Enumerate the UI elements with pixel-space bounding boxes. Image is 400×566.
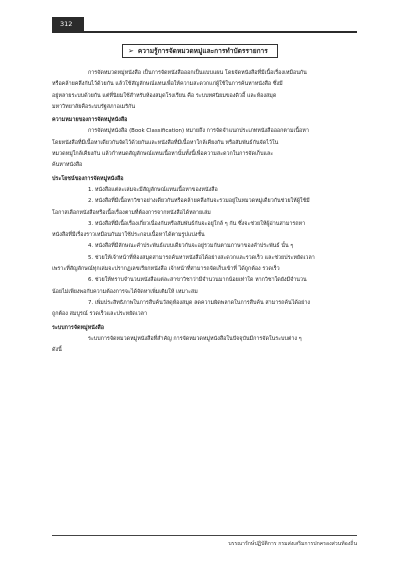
benefit-item-continued: หนังสือที่มีเรื่องราวเหมือนกันมาใช้ประกอบเนื้อหาได้ตามรูปแบ่งชั้น	[52, 232, 205, 239]
systems-line: ดังนี้	[52, 347, 62, 354]
benefit-item: 4. หนังสือที่มีลักษณะคำประพันธ์แบบเดียวกันจะอยู่รวมกันตามภาษาของคำประพันธ์ นั้น ๆ	[88, 243, 294, 250]
systems-heading: ระบบการจัดหมู่หนังสือ	[52, 324, 104, 331]
meaning-line: โดยหนังสือที่มีเนื้อหาเดียวกันจัดไว้ด้วยกันและหนังสือที่มีเนื้อหาใกล้เคียงกัน หรือสัมพันธ์กันจัดไว้ใน	[52, 139, 279, 146]
systems-line: ระบบการจัดหมวดหมู่หนังสือที่สำคัญ การจัดหมวดหมู่หนังสือในปัจจุบันมีการจัดในระบบต่าง ๆ	[88, 335, 302, 342]
header-rule	[52, 31, 357, 33]
benefit-item: 6. ช่วยให้ทราบจำนวนหนังสือแต่ละสาขาวิชาว่ามีจำนวนมากน้อยเท่าใด หากวิชาใดยังมีจำนวน	[88, 277, 307, 284]
benefits-heading: ประโยชน์ของการจัดหมู่หนังสือ	[52, 175, 124, 182]
benefit-item: 2. หนังสือที่มีเนื้อหาวิชาอย่างเดียวกันหรือคล้ายคลึงกันจะรวมอยู่ในหมวดหมู่เดียวกันช่วยให้ผู้ใช้มี	[88, 198, 310, 205]
meaning-line: ค้นหาหนังสือ	[52, 162, 83, 169]
footer-text: บรรณารักษ์ปฏิบัติการ กรมส่งเสริมการปกครองส่วนท้องถิ่น	[228, 541, 357, 547]
benefit-item: 1. หนังสือแต่ละเล่มจะมีสัญลักษณ์แทนเนื้อหาของหนังสือ	[88, 186, 218, 193]
page-number: 312	[52, 17, 84, 31]
benefit-item-continued: โอกาสเลือกหนังสือหรือเนื้อเรื่องตามที่ต้องการจากหนังสือได้หลายเล่ม	[52, 209, 211, 216]
benefit-item: 7. เพิ่มประสิทธิภาพในการสืบค้นวัสดุห้องสมุด ลดความผิดพลาดในการสืบค้น สามารถค้นได้อย่าง	[88, 299, 310, 306]
benefit-item-continued: น้อยไม่เพียงพอกับความต้องการจะได้จัดหาเพิ่มเติมให้ เหมาะสม	[52, 288, 198, 295]
intro-line: มหาวิทยาลัยคือระบบรัฐสภาอเมริกัน	[52, 103, 136, 110]
arrow-bullet-icon: ➢	[128, 47, 134, 55]
footer-rule	[52, 535, 357, 536]
benefit-item-continued: ถูกต้อง สมบูรณ์ รวดเร็วและประหยัดเวลา	[52, 311, 147, 318]
intro-line: การจัดหมวดหมู่หนังสือ เป็นการจัดหนังสือออกเป็นแบบแผน โดยจัดหนังสือที่มีเนื้อเรื่องเหมือนกัน	[88, 70, 307, 76]
document-body	[52, 68, 357, 356]
intro-line: อยู่หลายระบบด้วยกัน แต่ที่นิยมใช้สำหรับห้องสมุดโรงเรียน คือ ระบบทศนิยมของดิวอี้ และห้องสมุด	[52, 92, 277, 99]
meaning-heading: ความหมายของการจัดหมู่หนังสือ	[52, 117, 128, 124]
benefit-item: 3. หนังสือที่มีเนื้อเรื่องเกี่ยวเนื่องกันหรือสัมพันธ์กันจะอยู่ใกล้ ๆ กัน ซึ่งจะช่วยให้ผู้อ่านสามารถหา	[88, 220, 306, 227]
section-title: ความรู้การจัดหมวดหมู่และการทำบัตรรายการ	[137, 47, 268, 55]
benefit-item: 5. ช่วยให้เจ้าหน้าที่ห้องสมุดสามารถค้นหาหนังสือได้อย่างสะดวกและรวดเร็ว และช่วยประหยัดเวลา	[88, 254, 315, 261]
section-title-box	[122, 44, 278, 58]
meaning-line: การจัดหมู่หนังสือ (Book Classification) หมายถึง การจัดจำแนกประเภทหนังสือออกตามเนื้อหา	[88, 128, 309, 135]
benefit-item-continued: เพราะที่สัญลักษณ์ทุกเล่มจะปรากฏเลขเรียกหนังสือ เจ้าหน้าที่สามารถจัดเก็บเข้าที่ ได้ถูกต้อง รวดเร็ว	[52, 266, 280, 273]
meaning-line: หมวดหมู่ใกล้เคียงกัน แล้วกำหนดสัญลักษณ์แทนเนื้อหานั้นทั้งนี้เพื่อความสะดวกในการจัดเก็บและ	[52, 151, 274, 158]
intro-line: หรือคล้ายคลึงกันไว้ด้วยกัน แล้วใช้สัญลักษณ์แทนเพื่อให้ความสะดวกแก่ผู้ใช้ในการค้นหาหนังสือ ซึ่งมี	[52, 81, 283, 88]
